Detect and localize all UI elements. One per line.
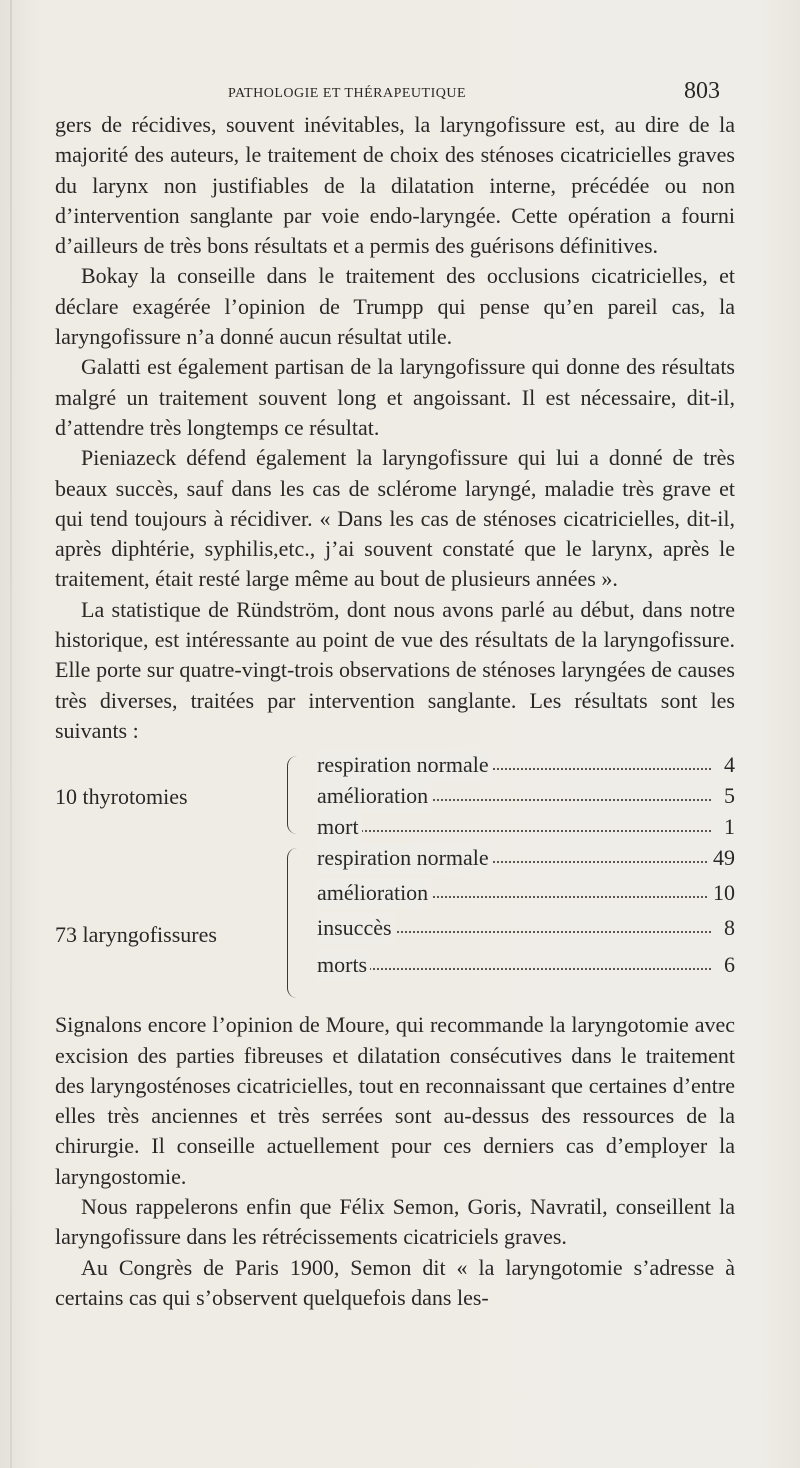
stat-value: 6 xyxy=(720,950,735,980)
paragraph: Bokay la conseille dans le traitement des occlusions cicatricielles, et déclare exagérée l’opinion de Trumpp qui pense qu’en pareil cas, la laryngofissure n’a donné aucun résultat utile. xyxy=(55,263,735,350)
stat-label: morts xyxy=(317,950,370,980)
running-header: PATHOLOGIE ET THÉRAPEUTIQUE xyxy=(228,86,467,101)
stat-row xyxy=(317,878,735,908)
paragraph: Nous rappelerons enfin que Félix Semon, Goris, Navratil, conseillent la laryngofissure dans les rétrécissements cicatriciels graves. xyxy=(55,1194,735,1250)
group-label-laryngofissures: 73 laryngofissures xyxy=(55,922,217,948)
stat-label: insuccès xyxy=(317,913,395,943)
stat-value: 1 xyxy=(720,812,735,842)
leader-dots xyxy=(317,968,711,970)
stat-value: 49 xyxy=(709,843,735,873)
paragraph: Signalons encore l’opinion de Moure, qui recommande la laryngotomie avec excision des parties fibreuses et dilatation consécutives dans le traitement des laryngosténoses cicatricielles, tout en reconnaissant que certaines d’entre elles très anciennes et très serrées sont au-dessus des ressources de la chirurgie. Il conseille actuellement pour ces derniers cas d’employer la laryngostomie. xyxy=(55,1012,735,1189)
results-table xyxy=(55,750,735,1008)
paragraph: Au Congrès de Paris 1900, Semon dit « la laryngotomie s’adresse à certains cas qui s’observent quelquefois dans les- xyxy=(55,1254,735,1310)
stat-row xyxy=(317,843,735,873)
group-label-thyrotomies: 10 thyrotomies xyxy=(55,784,188,810)
stat-row xyxy=(317,950,735,980)
paragraph: La statistique de Ründström, dont nous avons parlé au début, dans notre historique, est intéressante au point de vue des résultats de la laryngofissure. Elle porte sur quatre-vingt-trois observations de sténoses laryngées de causes très diverses, traitées par intervention sanglante. Les résultats sont les suivants : xyxy=(55,596,735,743)
stat-value: 5 xyxy=(720,781,735,811)
leader-dots xyxy=(317,830,711,832)
stat-value: 10 xyxy=(709,878,735,908)
stat-label: amélioration xyxy=(317,878,431,908)
paragraph: Galatti est également partisan de la laryngofissure qui donne des résultats malgré un traitement souvent long et angoissant. Il est nécessaire, dit-il, d’attendre très longtemps ce résultat. xyxy=(55,354,735,440)
page-number: 803 xyxy=(684,78,720,104)
stat-value: 8 xyxy=(720,913,735,943)
stat-label: amélioration xyxy=(317,781,431,811)
page-edge-shadow xyxy=(10,0,12,1468)
stat-label: mort xyxy=(317,812,362,842)
stat-value: 4 xyxy=(720,750,735,780)
stat-row xyxy=(317,913,735,943)
brace xyxy=(287,848,302,998)
brace xyxy=(287,756,302,834)
stat-row xyxy=(317,812,735,842)
body-text xyxy=(55,110,735,1313)
stat-label: respiration normale xyxy=(317,750,492,780)
paragraph: Pieniazeck défend également la laryngofissure qui lui a donné de très beaux succès, sauf dans les cas de sclérome laryngé, maladie très grave et qui tend toujours à récidiver. « Dans les cas de sténoses cicatricielles, dit-il, après diphtérie, syphilis,etc., j’ai souvent constaté que le larynx, après le traitement, était resté large même au bout de plusieurs années ». xyxy=(55,445,735,592)
stat-label: respiration normale xyxy=(317,843,492,873)
stat-row xyxy=(317,750,735,780)
paragraph: gers de récidives, souvent inévitables, la laryngofissure est, au dire de la majorité des auteurs, le traitement de choix des sténoses cicatricielles graves du larynx non justifiables de la dilatation interne, précédée ou non d’intervention sanglante par voie endo-laryngée. Cette opération a fourni d’ailleurs de très bons résultats et a permis des guérisons définitives. xyxy=(55,112,735,259)
stat-row xyxy=(317,781,735,811)
